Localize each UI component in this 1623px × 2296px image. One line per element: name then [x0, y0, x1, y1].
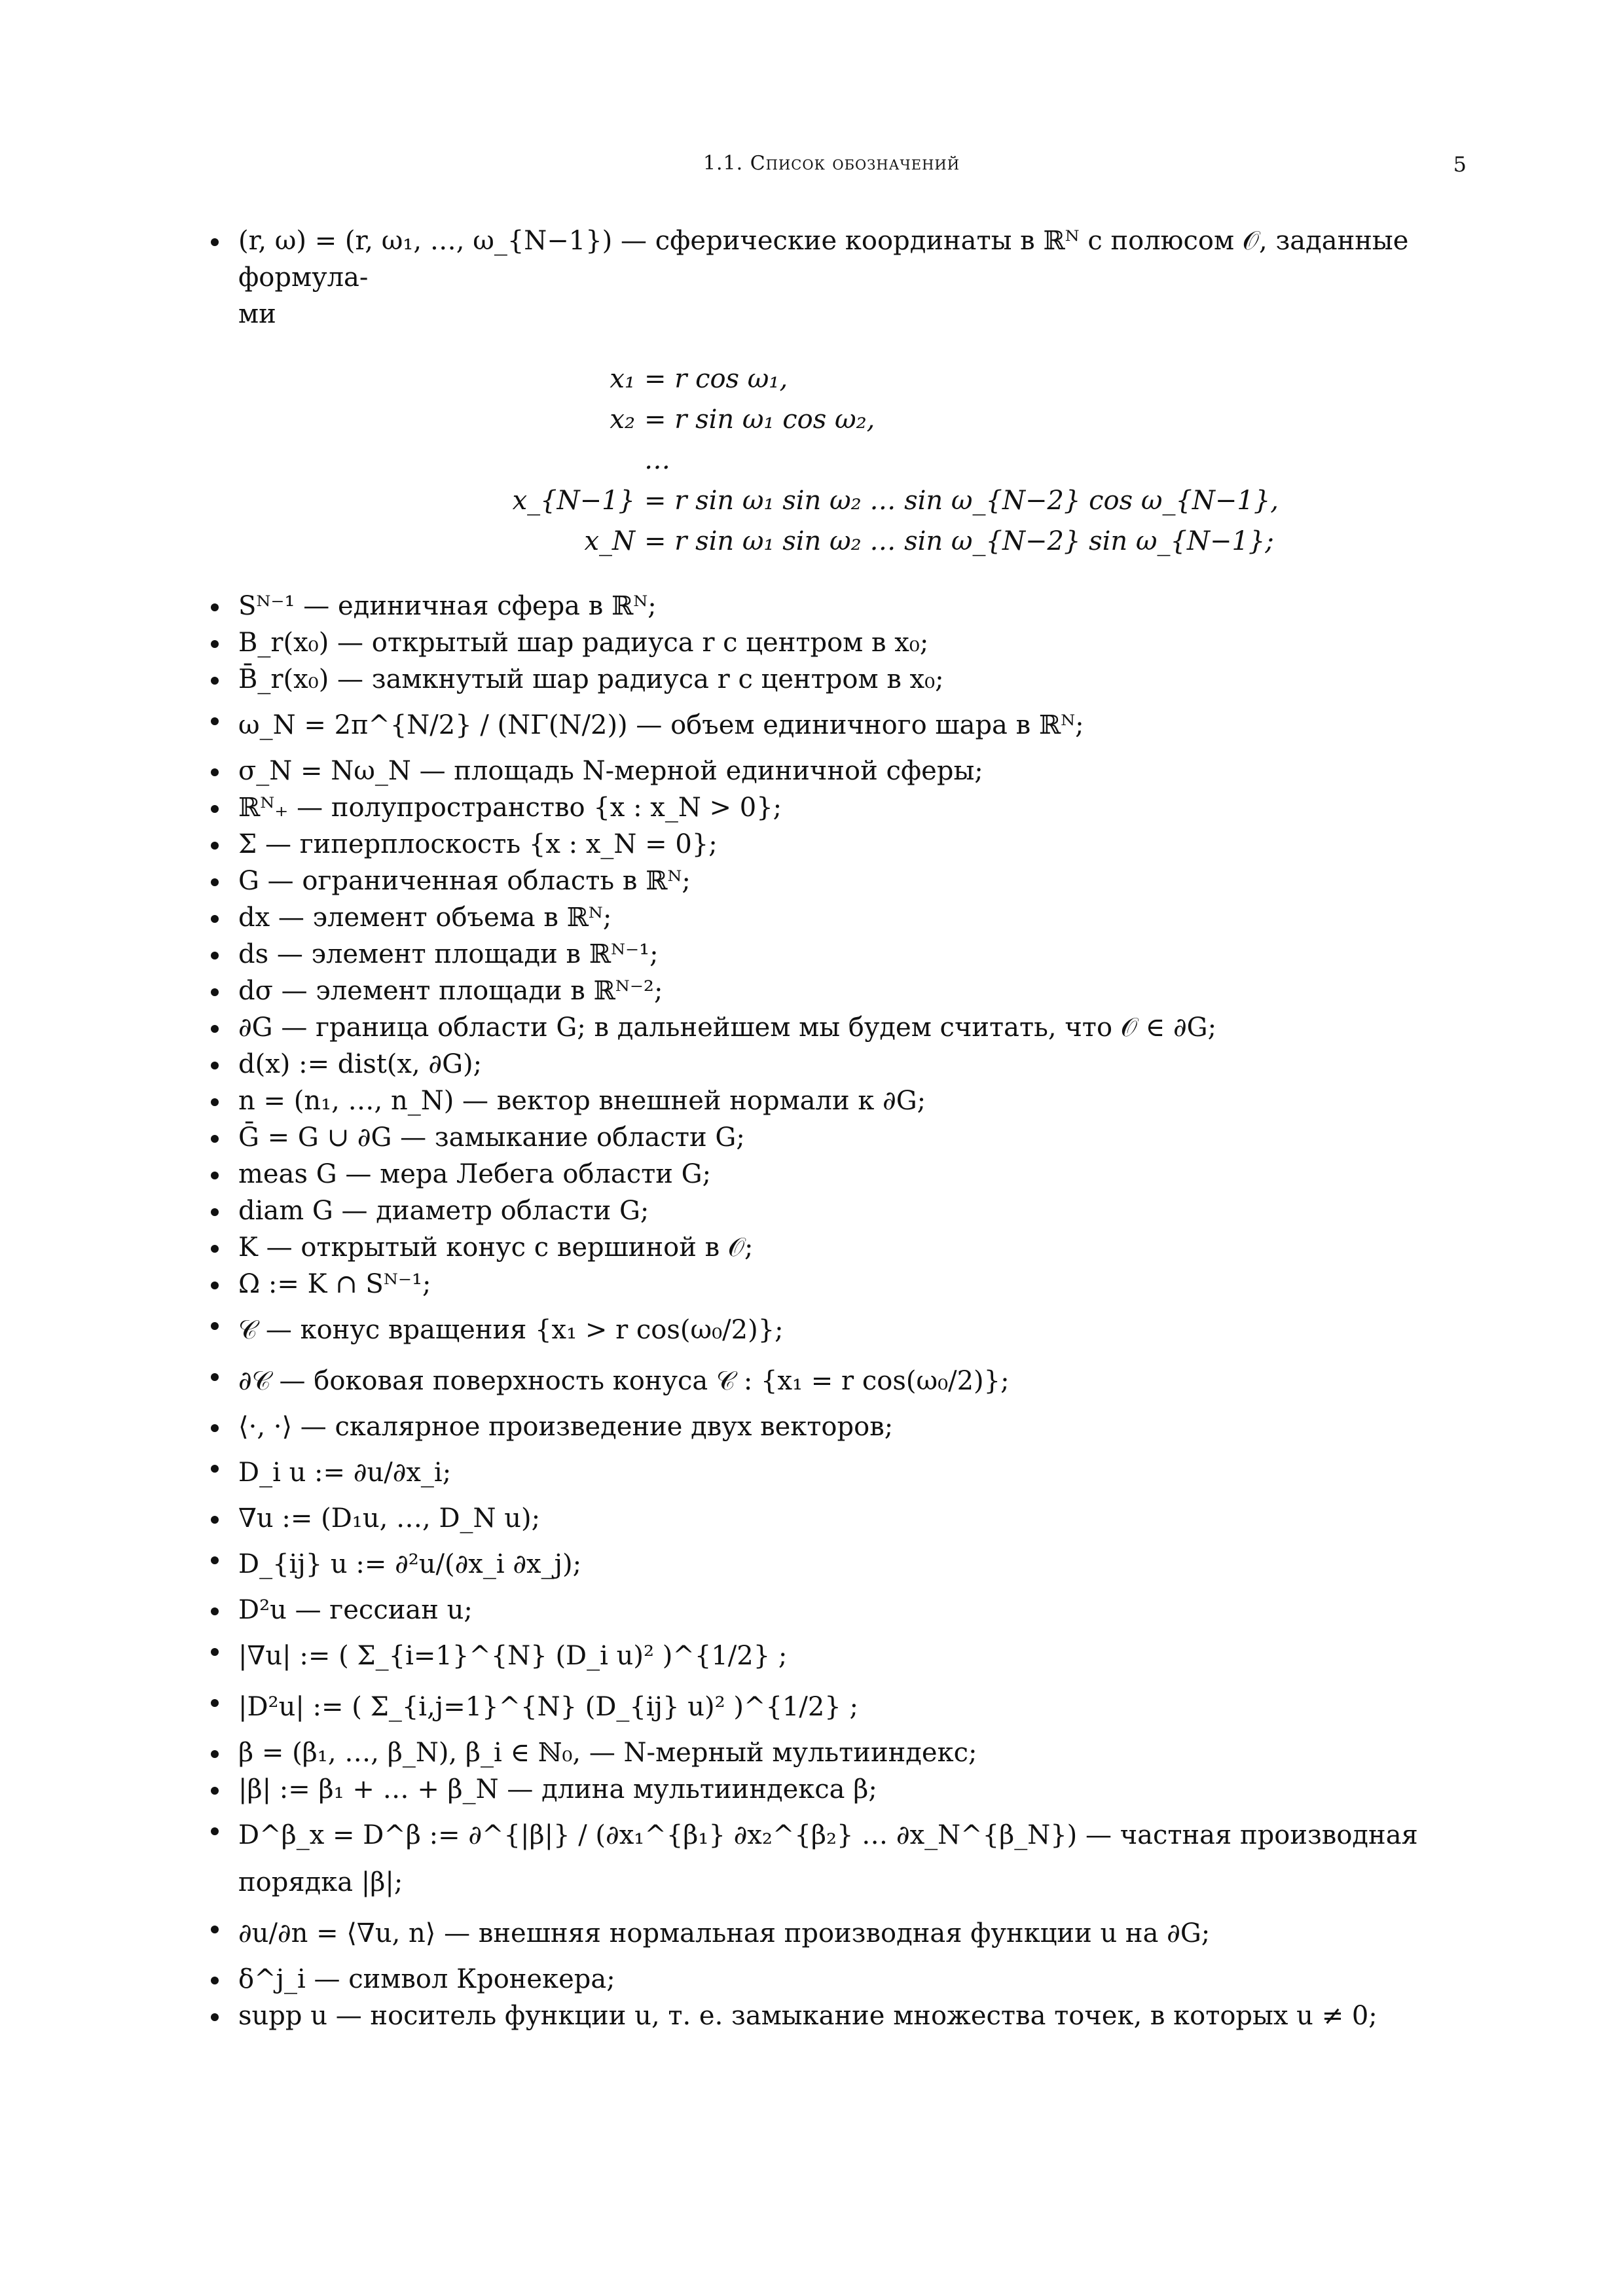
formula-lhs: x₂ [610, 404, 635, 435]
list-item: ω_N = 2π^{N/2} / (NΓ(N/2)) — объем единичного шара в ℝᴺ; [196, 702, 1473, 749]
formula-rhs: = r sin ω₁ sin ω₂ … sin ω_{N−2} sin ω_{N−1}; [644, 526, 1274, 556]
list-item: G — ограниченная область в ℝᴺ; [196, 863, 1473, 899]
list-item: ⟨·, ·⟩ — скалярное произведение двух векторов; [196, 1408, 1473, 1445]
intro-line-2: ми [238, 299, 276, 329]
list-item-spherical-coordinates [196, 223, 1473, 332]
list-item: B_r(x₀) — открытый шар радиуса r с центром в x₀; [196, 624, 1473, 661]
list-item: dx — элемент объема в ℝᴺ; [196, 899, 1473, 936]
formula-row [196, 480, 1473, 521]
list-item: Ḡ = G ∪ ∂G — замыкание области G; [196, 1119, 1473, 1156]
list-item: ∇u := (D₁u, …, D_N u); [196, 1500, 1473, 1537]
formula-rhs: … [644, 445, 670, 475]
intro-line-1: (r, ω) = (r, ω₁, …, ω_{N−1}) — сферические координаты в ℝᴺ с полюсом 𝒪, заданные формула- [238, 226, 1409, 293]
list-item: dσ — элемент площади в ℝᴺ⁻²; [196, 973, 1473, 1009]
list-item: d(x) := dist(x, ∂G); [196, 1046, 1473, 1083]
formula-lhs: x₁ [610, 364, 635, 394]
list-item: ℝᴺ₊ — полупространство {x : x_N > 0}; [196, 789, 1473, 826]
formula-lhs [196, 440, 644, 480]
list-item: Sᴺ⁻¹ — единичная сфера в ℝᴺ; [196, 588, 1473, 624]
list-item: δ^j_i — символ Кронекера; [196, 1961, 1473, 1998]
list-item: n = (n₁, …, n_N) — вектор внешней нормали к ∂G; [196, 1083, 1473, 1119]
running-header [196, 152, 1467, 191]
list-item: β = (β₁, …, β_N), β_i ∈ ℕ₀, — N-мерный мультииндекс; [196, 1734, 1473, 1771]
list-item: |∇u| := ( Σ_{i=1}^{N} (D_i u)² )^{1/2} ; [196, 1632, 1473, 1679]
formula-row [196, 521, 1473, 562]
formula-row [196, 359, 1473, 399]
list-item: ds — элемент площади в ℝᴺ⁻¹; [196, 936, 1473, 973]
list-item: B̄_r(x₀) — замкнутый шар радиуса r с центром в x₀; [196, 661, 1473, 698]
list-item: D^β_x = D^β := ∂^{|β|} / (∂x₁^{β₁} ∂x₂^{β₂} … ∂x_N^{β_N}) — частная производная порядка |β|; [196, 1812, 1473, 1906]
list-item: D_i u := ∂u/∂x_i; [196, 1449, 1473, 1496]
formula-row [196, 399, 1473, 440]
list-item: ∂u/∂n = ⟨∇u, n⟩ — внешняя нормальная производная функции u на ∂G; [196, 1910, 1473, 1957]
formula-rhs: = r cos ω₁, [644, 364, 788, 394]
list-item: 𝒞 — конус вращения {x₁ > r cos(ω₀/2)}; [196, 1306, 1473, 1354]
list-item: ∂G — граница области G; в дальнейшем мы будем считать, что 𝒪 ∈ ∂G; [196, 1009, 1473, 1046]
list-item: D_{ij} u := ∂²u/(∂x_i ∂x_j); [196, 1541, 1473, 1588]
list-item: Σ — гиперплоскость {x : x_N = 0}; [196, 826, 1473, 863]
formula-rhs: = r sin ω₁ cos ω₂, [644, 404, 875, 435]
list-item: |D²u| := ( Σ_{i,j=1}^{N} (D_{ij} u)² )^{1/2} ; [196, 1683, 1473, 1731]
list-item: supp u — носитель функции u, т. е. замыкание множества точек, в которых u ≠ 0; [196, 1998, 1473, 2034]
spherical-formulas [196, 359, 1473, 562]
list-item: Ω := K ∩ Sᴺ⁻¹; [196, 1266, 1473, 1302]
list-item: meas G — мера Лебега области G; [196, 1156, 1473, 1193]
formula-rhs: = r sin ω₁ sin ω₂ … sin ω_{N−2} cos ω_{N−1}, [644, 486, 1279, 516]
formula-lhs: x_{N−1} [512, 486, 635, 516]
formula-lhs: x_N [584, 526, 635, 556]
list-item: σ_N = Nω_N — площадь N-мерной единичной сферы; [196, 753, 1473, 789]
notation-list [196, 223, 1473, 2034]
list-item: D²u — гессиан u; [196, 1592, 1473, 1628]
list-item: |β| := β₁ + … + β_N — длина мультииндекса β; [196, 1771, 1473, 1808]
list-item: ∂𝒞 — боковая поверхность конуса 𝒞 : {x₁ = r cos(ω₀/2)}; [196, 1357, 1473, 1405]
formula-row [196, 440, 1473, 480]
page-number: 5 [1453, 152, 1467, 177]
section-title: 1.1. Список обозначений [702, 152, 960, 175]
list-item: diam G — диаметр области G; [196, 1193, 1473, 1229]
list-item: K — открытый конус с вершиной в 𝒪; [196, 1229, 1473, 1266]
